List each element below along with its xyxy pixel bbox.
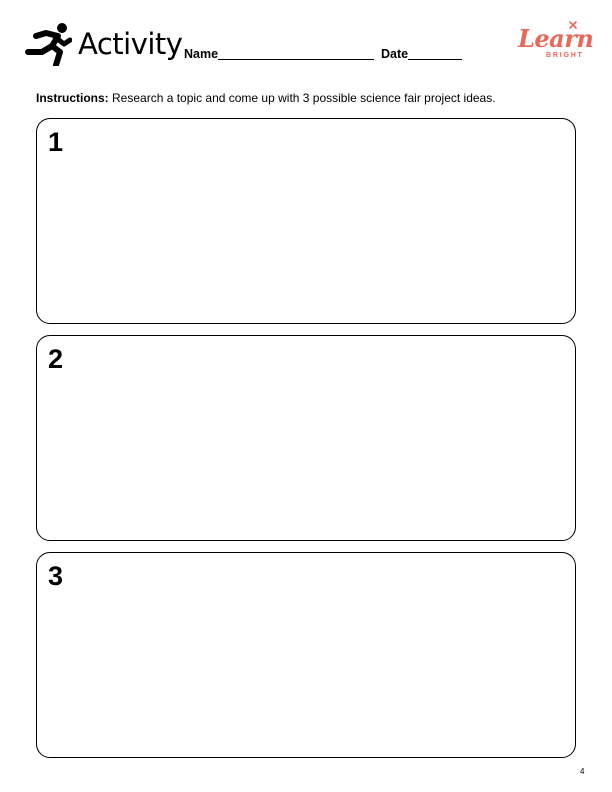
box-number: 2 [48,344,64,374]
date-field[interactable] [408,59,462,60]
instructions-text: Research a topic and come up with 3 possible science fair project ideas. [112,91,496,105]
running-person-icon [22,22,72,66]
date-label: Date [381,47,409,61]
box-number: 1 [48,127,64,157]
instructions [36,91,496,105]
idea-box-2[interactable] [36,335,576,541]
idea-box-1[interactable] [36,118,576,324]
instructions-label: Instructions: [36,91,109,105]
learn-bright-logo [516,20,592,68]
name-field[interactable] [218,59,374,60]
logo-subtitle: BRIGHT [546,52,584,59]
page-number: 4 [580,767,585,776]
activity-title: Activity [78,27,183,61]
box-number: 3 [48,561,64,591]
idea-box-3[interactable] [36,552,576,758]
logo-word: Learn [518,24,594,53]
name-label: Name [184,47,219,61]
